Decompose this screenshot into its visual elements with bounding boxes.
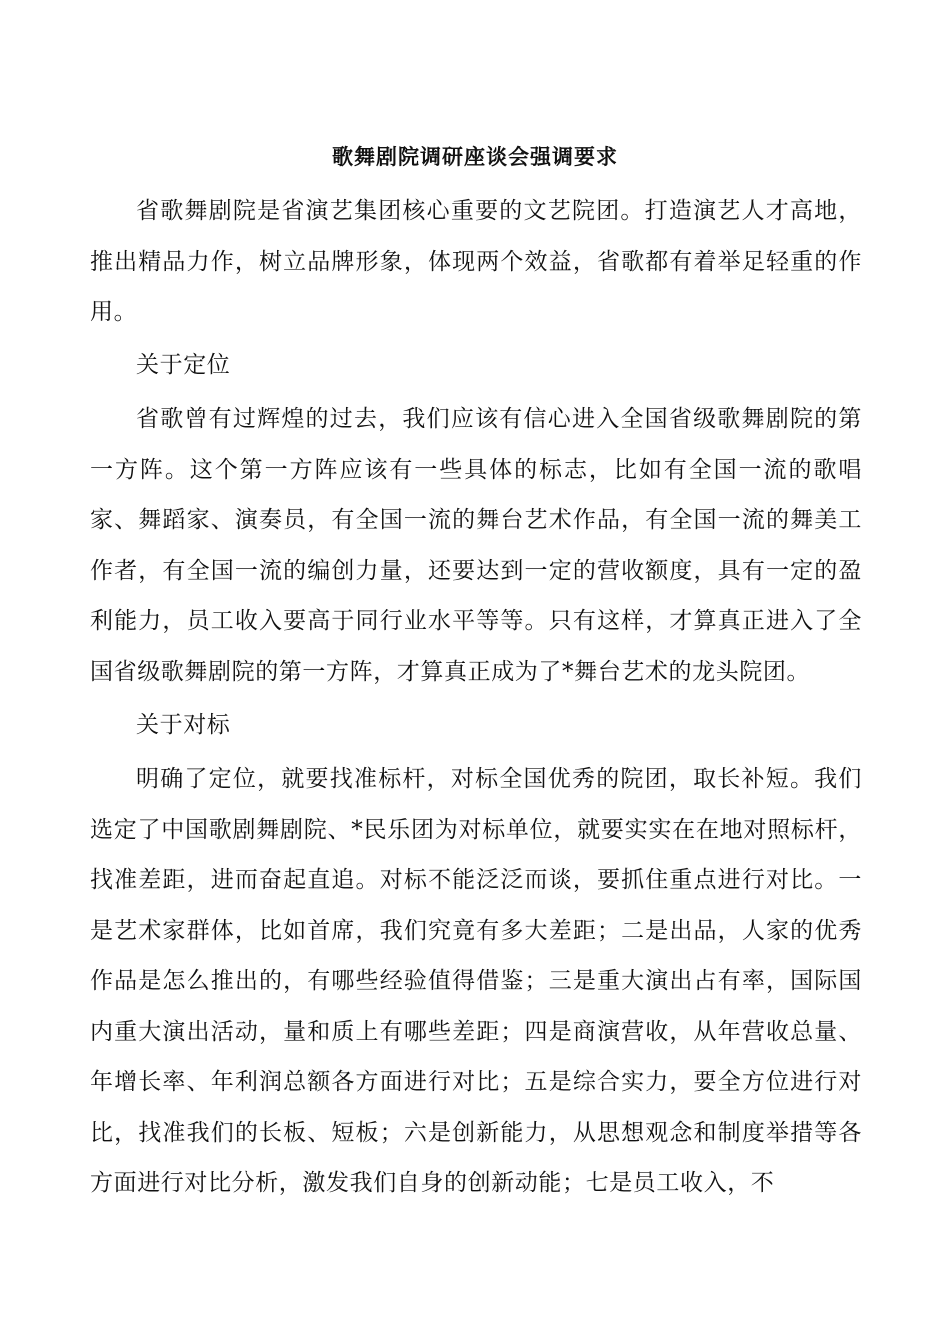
paragraph-positioning: 省歌曾有过辉煌的过去，我们应该有信心进入全国省级歌舞剧院的第一方阵。这个第一方阵应该有一些具体的标志，比如有全国一流的歌唱家、舞蹈家、演奏员，有全国一流的舞台艺术作品，有全国一流的舞美工作者，有全国一流的编创力量，还要达到一定的营收额度，具有一定的盈利能力，员工收入要高于同行业水平等等。只有这样，才算真正进入了全国省级歌舞剧院的第一方阵，才算真正成为了*舞台艺术的龙头院团。 bbox=[90, 406, 862, 685]
paragraph-intro: 省歌舞剧院是省演艺集团核心重要的文艺院团。打造演艺人才高地，推出精品力作，树立品牌形象，体现两个效益，省歌都有着举足轻重的作用。 bbox=[90, 198, 862, 325]
section-heading-benchmarking: 关于对标 bbox=[136, 712, 231, 738]
section-heading-positioning: 关于定位 bbox=[136, 352, 231, 378]
document-title: 歌舞剧院调研座谈会强调要求 bbox=[332, 144, 618, 169]
paragraph-benchmarking: 明确了定位，就要找准标杆，对标全国优秀的院团，取长补短。我们选定了中国歌剧舞剧院、*民乐团为对标单位，就要实实在在地对照标杆，找准差距，进而奋起直追。对标不能泛泛而谈，要抓住重点进行对比。一是艺术家群体，比如首席，我们究竟有多大差距；二是出品，人家的优秀作品是怎么推出的，有哪些经验值得借鉴；三是重大演出占有率，国际国内重大演出活动，量和质上有哪些差距；四是商演营收，从年营收总量、年增长率、年利润总额各方面进行对比；五是综合实力，要全方位进行对比，找准我们的长板、短板；六是创新能力，从思想观念和制度举措等各方面进行对比分析，激发我们自身的创新动能；七是员工收入，不 bbox=[90, 766, 862, 1196]
